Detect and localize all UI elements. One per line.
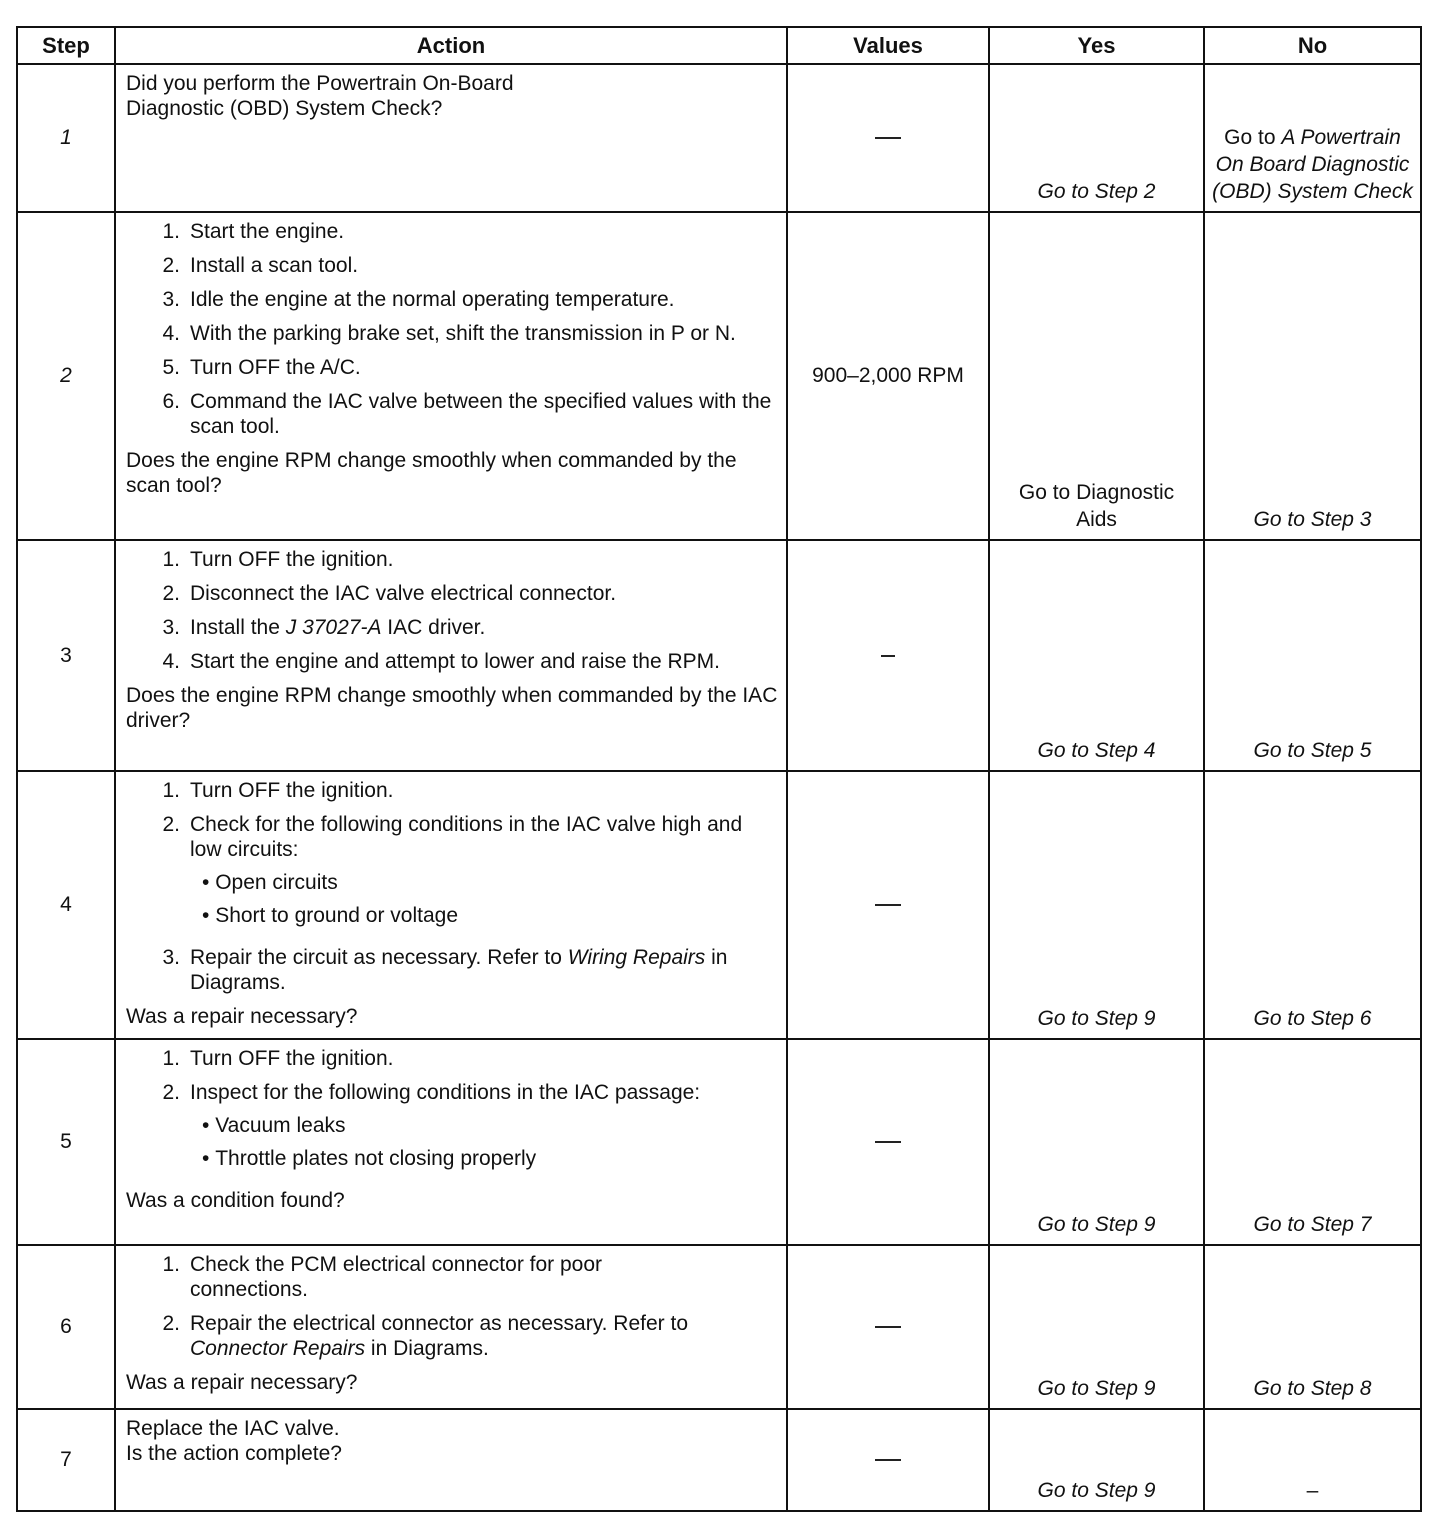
bullet-item: • Open circuits: [202, 871, 338, 894]
list-item: 3. Idle the engine at the normal operating temperature.: [162, 288, 675, 311]
action-cell: [115, 540, 787, 771]
list-item: 4. With the parking brake set, shift the transmission in P or N.: [162, 322, 736, 345]
values-dash: [875, 1141, 901, 1143]
list-item: 4. Start the engine and attempt to lower and raise the RPM.: [162, 650, 720, 673]
no-link: A Powertrain On Board Diagnostic (OBD) System Check: [1212, 126, 1413, 203]
tool-reference: J 37027-A: [285, 616, 382, 639]
header-values: Values: [787, 27, 989, 64]
values-dash: [875, 1326, 901, 1328]
values-cell: 900–2,000 RPM: [787, 212, 989, 540]
no-cell: Go to Step 6: [1204, 771, 1421, 1039]
no-cell: Go to Step 7: [1204, 1039, 1421, 1245]
bullet-item: • Vacuum leaks: [202, 1114, 346, 1137]
table-row-step-5: [17, 1039, 1421, 1245]
step-number: 1: [17, 64, 115, 212]
values-cell: [787, 1409, 989, 1511]
bullet-item: • Short to ground or voltage: [202, 904, 459, 927]
header-no: No: [1204, 27, 1421, 64]
action-question: Did you perform the Powertrain On-Board Diagnostic (OBD) System Check?: [126, 72, 514, 120]
values-dash: [875, 904, 901, 906]
action-question: Does the engine RPM change smoothly when commanded by the scan tool?: [126, 449, 737, 497]
table-row-step-6: [17, 1245, 1421, 1409]
step-number: 4: [17, 771, 115, 1039]
list-item: 1. Turn OFF the ignition.: [162, 779, 394, 802]
action-steps: [126, 1252, 778, 1361]
yes-cell: Go to Step 9: [989, 1245, 1204, 1409]
table-row-step-4: [17, 771, 1421, 1039]
values-cell: [787, 771, 989, 1039]
condition-bullets: [190, 870, 778, 928]
table-row-step-1: [17, 64, 1421, 212]
list-item: 1. Turn OFF the ignition.: [162, 1047, 394, 1070]
list-item: 2. Disconnect the IAC valve electrical connector.: [162, 582, 617, 605]
values-dash: [875, 1459, 901, 1461]
no-cell: –: [1204, 1409, 1421, 1511]
bullet-item: • Throttle plates not closing properly: [202, 1147, 537, 1170]
action-cell: [115, 64, 787, 212]
action-cell: [115, 771, 787, 1039]
yes-cell: Go to Step 9: [989, 1039, 1204, 1245]
list-item: 3. Install the J 37027-A IAC driver.: [162, 616, 486, 639]
values-cell: [787, 540, 989, 771]
step-number: 5: [17, 1039, 115, 1245]
values-dash: [875, 137, 901, 139]
values-cell: [787, 1039, 989, 1245]
step-number: 6: [17, 1245, 115, 1409]
step-number: 7: [17, 1409, 115, 1511]
no-cell: Go to Step 5: [1204, 540, 1421, 771]
action-steps: [126, 547, 778, 674]
header-step: Step: [17, 27, 115, 64]
no-prefix: Go to: [1224, 126, 1276, 149]
table-row-step-2: [17, 212, 1421, 540]
diagnostic-table: [16, 26, 1422, 1512]
list-item: 2. Repair the electrical connector as necessary. Refer to Connector Repairs in Diagrams.: [162, 1312, 689, 1360]
values-cell: [787, 64, 989, 212]
action-question: Was a condition found?: [126, 1189, 345, 1212]
list-item: 6. Command the IAC valve between the specified values with the scan tool.: [162, 390, 772, 438]
step-number: 2: [17, 212, 115, 540]
connector-repairs-reference: Connector Repairs: [190, 1337, 366, 1360]
action-cell: [115, 1245, 787, 1409]
list-item: 1. Check the PCM electrical connector for poor connections.: [162, 1253, 603, 1301]
table-row-step-7: [17, 1409, 1421, 1511]
list-item: 1. Turn OFF the ignition.: [162, 548, 394, 571]
yes-cell: Go to Step 9: [989, 1409, 1204, 1511]
action-question: Was a repair necessary?: [126, 1005, 358, 1028]
header-action: Action: [115, 27, 787, 64]
header-row: [17, 27, 1421, 64]
list-item: 1. Start the engine.: [162, 220, 345, 243]
no-cell: [1204, 64, 1421, 212]
yes-cell: Go to Diagnostic Aids: [989, 212, 1204, 540]
action-cell: [115, 212, 787, 540]
values-cell: [787, 1245, 989, 1409]
action-cell: [115, 1409, 787, 1511]
action-steps: [126, 219, 778, 439]
condition-bullets: [190, 1113, 778, 1171]
action-question: Was a repair necessary?: [126, 1371, 358, 1394]
list-item: 5. Turn OFF the A/C.: [162, 356, 361, 379]
no-cell: Go to Step 3: [1204, 212, 1421, 540]
action-question: Does the engine RPM change smoothly when commanded by the IAC driver?: [126, 684, 778, 732]
list-item: 3. Repair the circuit as necessary. Refer to Wiring Repairs in Diagrams.: [162, 946, 728, 994]
table-row-step-3: [17, 540, 1421, 771]
values-dash: [881, 655, 895, 657]
action-line: Replace the IAC valve.: [126, 1417, 340, 1440]
header-yes: Yes: [989, 27, 1204, 64]
list-item: 2. Install a scan tool.: [162, 254, 359, 277]
wiring-repairs-reference: Wiring Repairs: [567, 946, 706, 969]
yes-cell: Go to Step 9: [989, 771, 1204, 1039]
list-item: 2. Inspect for the following conditions in the IAC passage: • Vacuum leaks • Throttle plates not closing properly: [126, 1080, 778, 1179]
action-steps: [126, 778, 778, 995]
list-item: 2. Check for the following conditions in the IAC valve high and low circuits: • Open circuits • Short to ground or voltage: [126, 812, 778, 936]
action-cell: [115, 1039, 787, 1245]
action-steps: [126, 1046, 778, 1179]
step-number: 3: [17, 540, 115, 771]
action-question: Is the action complete?: [126, 1442, 342, 1465]
yes-cell: Go to Step 2: [989, 64, 1204, 212]
yes-cell: Go to Step 4: [989, 540, 1204, 771]
no-cell: Go to Step 8: [1204, 1245, 1421, 1409]
